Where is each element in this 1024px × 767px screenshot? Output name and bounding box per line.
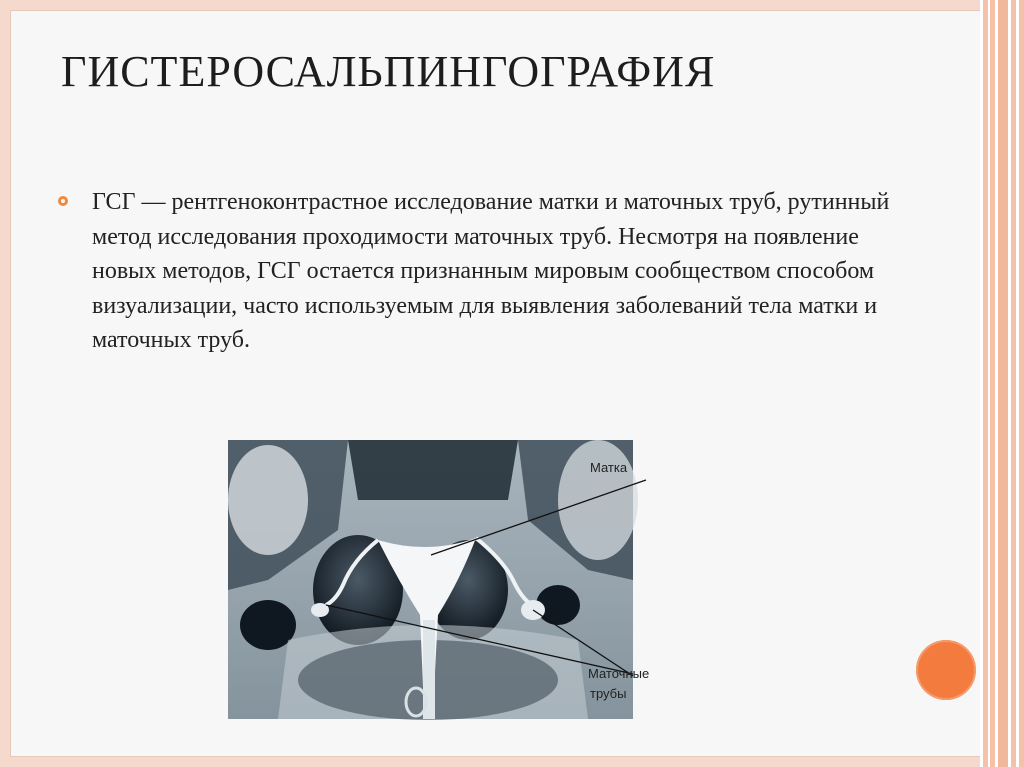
bullet-paragraph: ГСГ — рентгеноконтрастное исследование матки и маточных труб, рутинный метод исследования проходимости маточных труб. Несмотря на появление новых методов, ГСГ остается признанным мировым сообществом способом визуализации, часто используемым для выявления заболеваний тела матки и маточных труб. [92,189,890,353]
slide-title: ГИСТЕРОСАЛЬПИНГОГРАФИЯ [61,47,716,96]
hsg-xray-image [228,440,650,719]
decorative-stripes [980,0,1024,767]
bullet-circle-icon [58,196,68,206]
label-uterus: Матка [590,460,628,475]
label-tubes-line1: Маточные [588,666,650,681]
label-tubes-line2: трубы [590,686,627,701]
decorative-accent-circle [916,640,976,700]
